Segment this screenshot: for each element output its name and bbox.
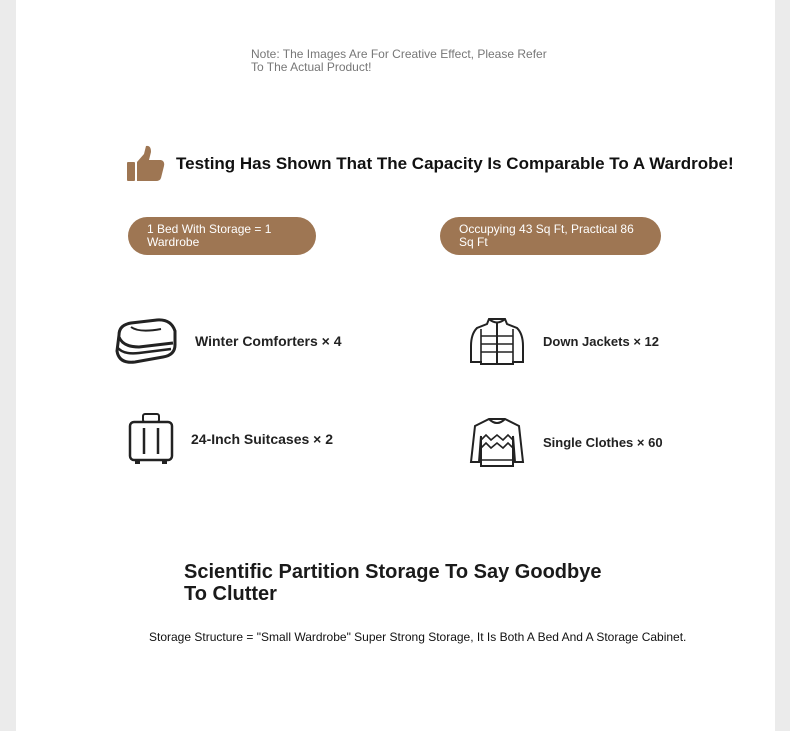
headline-text: Testing Has Shown That The Capacity Is Comparable To A Wardrobe!: [176, 154, 734, 173]
suitcase-label: 24-Inch Suitcases × 2: [191, 431, 334, 447]
thumbs-up-icon: [126, 144, 166, 184]
suitcase-icon: [128, 412, 174, 466]
suitcase-item: [128, 412, 333, 466]
sweater-icon: [469, 416, 525, 468]
bed-equals-wardrobe-badge: [128, 217, 316, 255]
area-badge: [440, 217, 661, 255]
bed-equals-wardrobe-text: 1 Bed With Storage = 1 Wardrobe: [147, 222, 272, 249]
sweater-item: [469, 416, 663, 468]
section-title: Scientific Partition Storage To Say Goodbye To Clutter: [184, 561, 602, 605]
product-description-page: [16, 0, 775, 731]
section-subtitle: Storage Structure = "Small Wardrobe" Super Strong Storage, It Is Both A Bed And A Storage Cabinet.: [149, 630, 687, 644]
disclaimer-note: Note: The Images Are For Creative Effect, Please Refer To The Actual Product!: [251, 47, 547, 74]
comforter-item: [113, 317, 342, 365]
capacity-headline: [126, 143, 734, 185]
area-text: Occupying 43 Sq Ft, Practical 86 Sq Ft: [459, 222, 634, 249]
down-jacket-icon: [469, 316, 525, 366]
comforter-icon: [113, 317, 179, 365]
sweater-label: Single Clothes × 60: [543, 434, 663, 450]
down-jacket-item: [469, 316, 659, 366]
down-jacket-label: Down Jackets × 12: [543, 333, 659, 349]
comforter-label: Winter Comforters × 4: [195, 333, 342, 349]
